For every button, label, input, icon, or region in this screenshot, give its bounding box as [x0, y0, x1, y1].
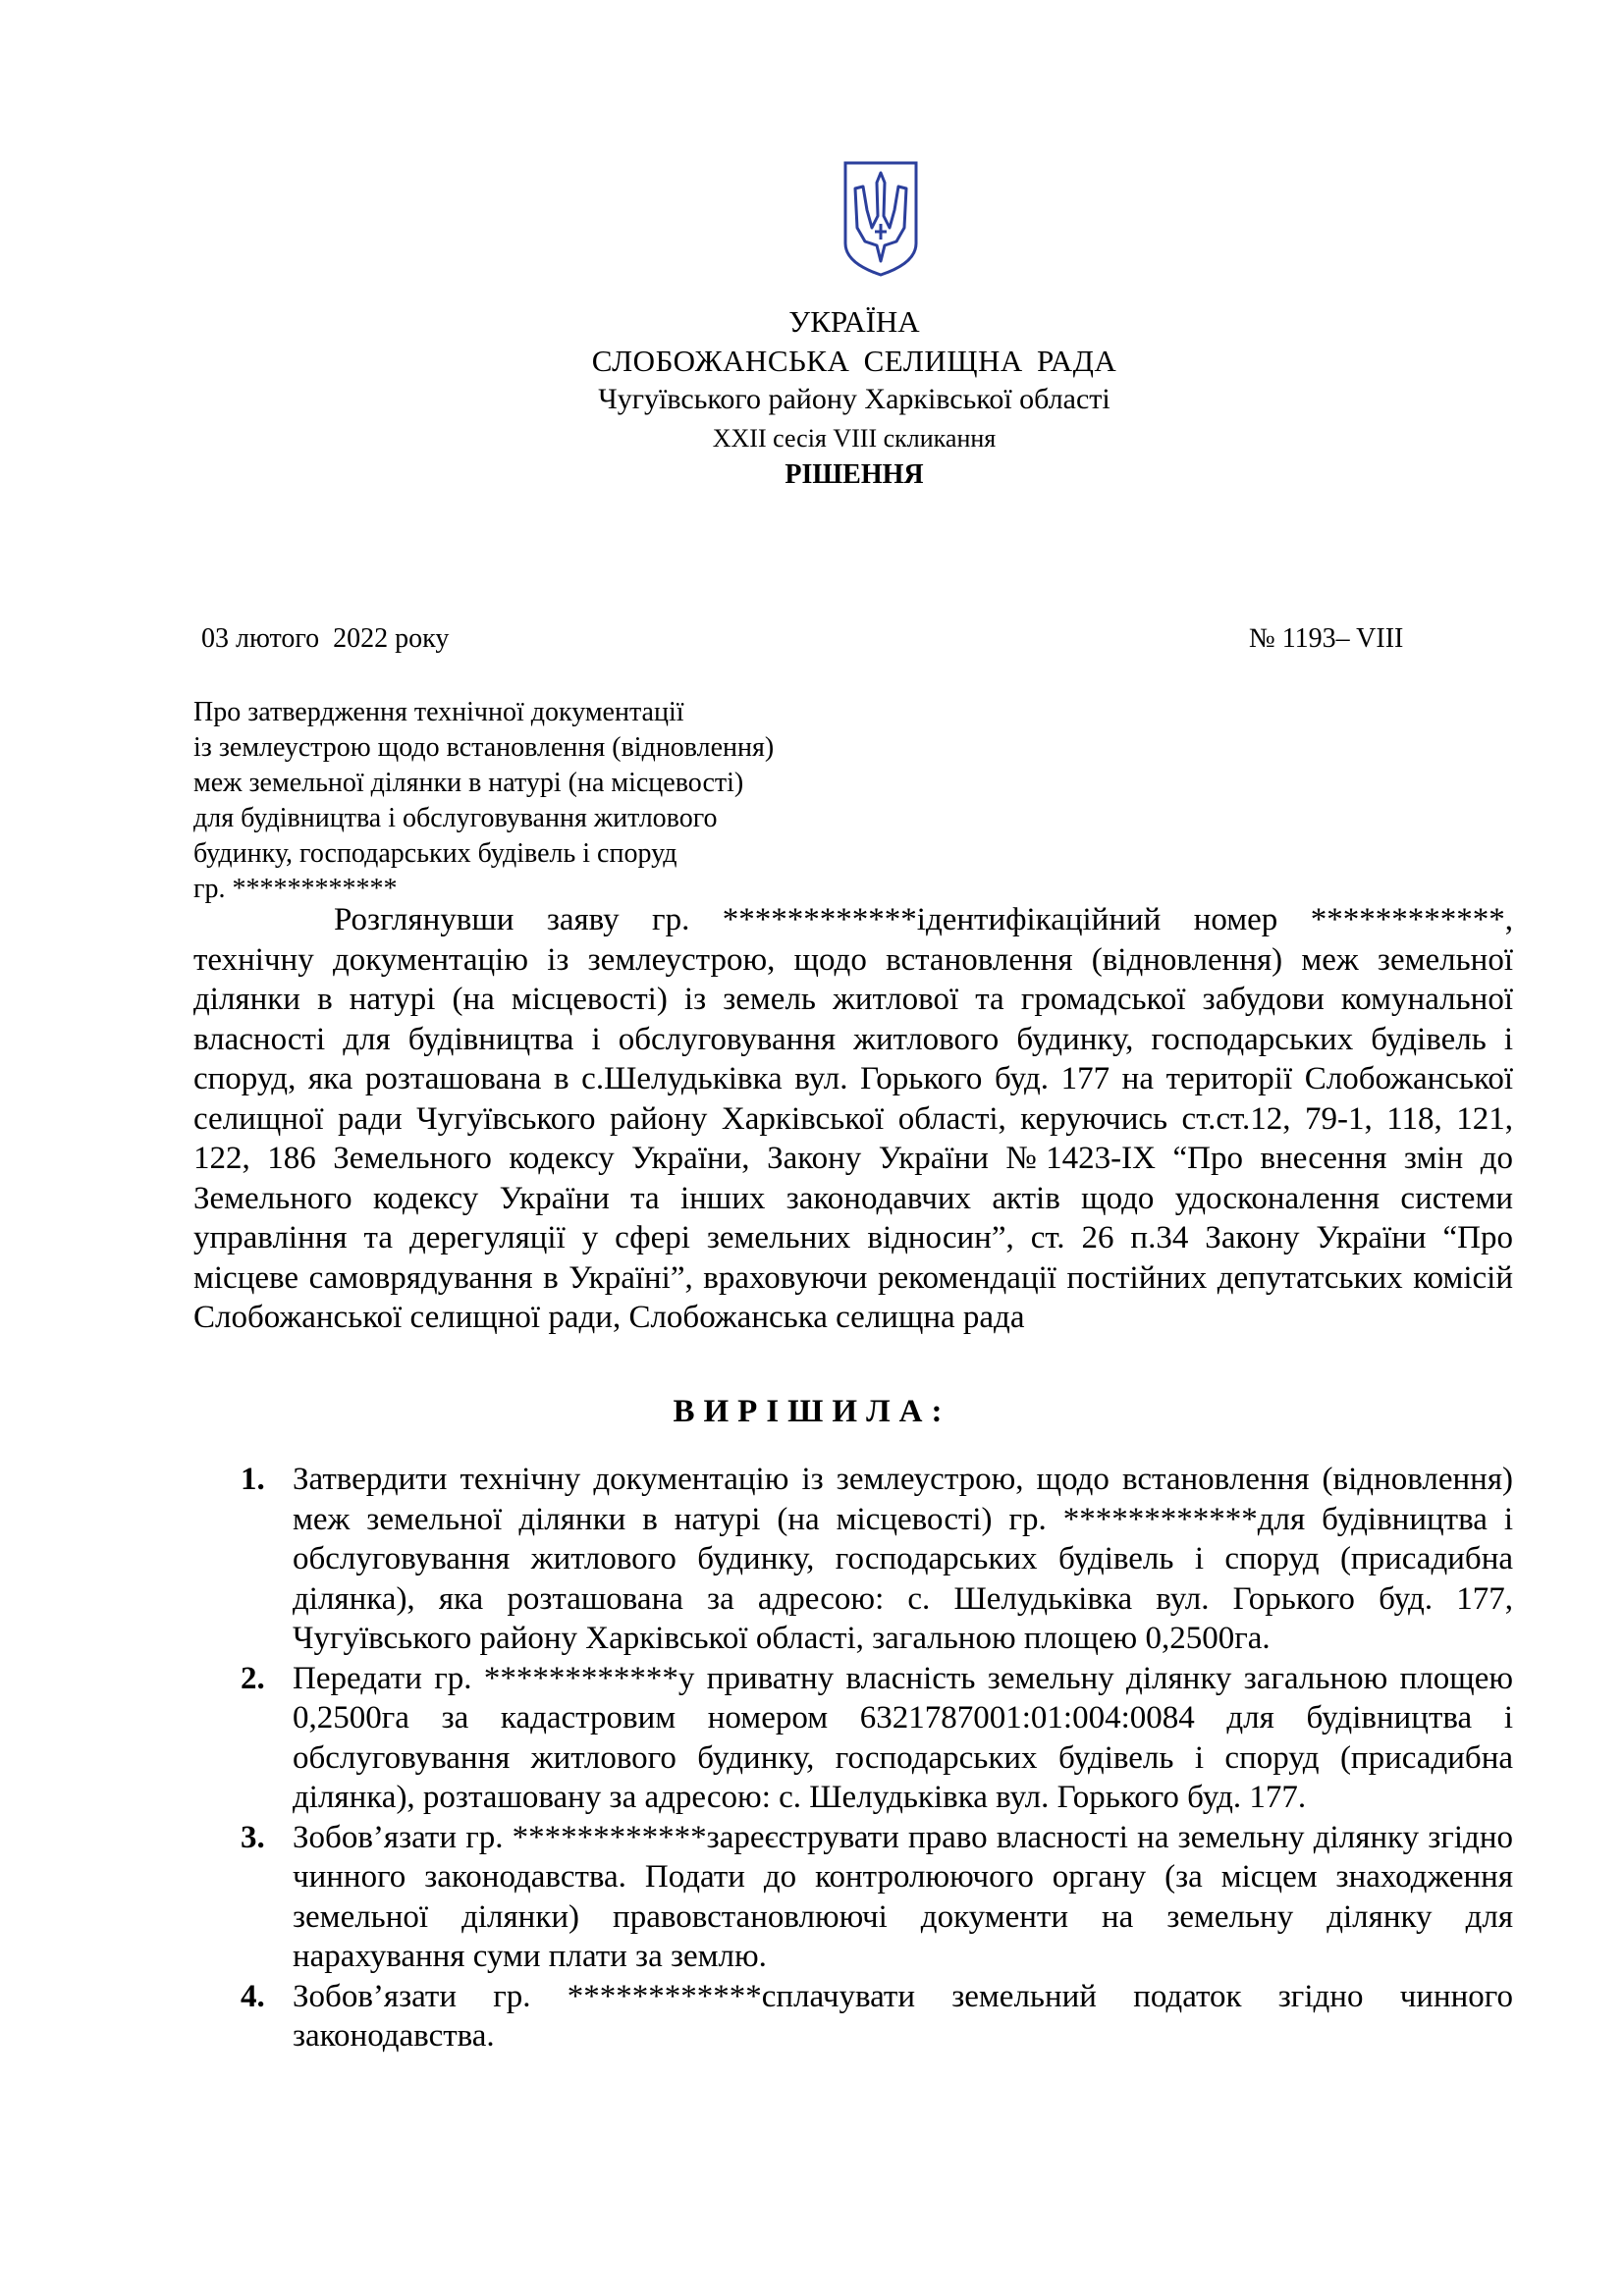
resolved-heading: ВИРІШИЛА: — [673, 1394, 951, 1429]
list-item — [241, 1977, 1513, 2056]
preamble-text: Розглянувши заяву гр. ************ідентифікаційний номер ************, технічну документацію із землеустрою, щодо встановлення (відновлення) меж земельної ділянки в натурі (на місцевості) із земель житлової та громадської забудови комунальної власності для будівництва і обслуговування житлового будинку, господарських будівель і споруд, яка розташована в с.Шелудьківка вул. Горького буд. 177 на території Слобожанської селищної ради Чугуївського району Харківської області, керуючись ст.ст.12, 79-1, 118, 121, 122, 186 Земельного кодексу України, Закону України №1423-IX “Про внесення змін до Земельного кодексу України та інших законодавчих актів щодо удосконалення системи управління та дерегуляції у сфері земельних відносин”, ст. 26 п.34 Закону України “Про місцеве самоврядування в Україні”, враховуючи рекомендації постійних депутатських комісій Слобожанської селищної ради, Слобожанська селищна рада — [193, 902, 1513, 1335]
item-number: 2. — [241, 1660, 265, 1696]
list-item — [241, 1659, 1513, 1818]
item-text: Зобов’язати гр. ************сплачувати земельний податок згідно чинного законодавства. — [293, 1978, 1513, 2054]
subject-line: для будівництва і обслуговування житлового — [193, 803, 718, 833]
subject-line: меж земельної ділянки в натурі (на місцевості) — [193, 768, 744, 798]
item-text: Зобов’язати гр. ************зареєструвати право власності на земельну ділянку згідно чинного законодавства. Подати до контролюючого органу (за місцем знаходження земельної ділянки) правовстановлюючі документи на земельну ділянку для нарахування суми плати за землю. — [293, 1819, 1513, 1974]
header-country: УКРАЇНА — [788, 304, 920, 339]
subject-line: будинку, господарських будівель і споруд — [193, 838, 677, 869]
item-number: 4. — [241, 1978, 265, 2014]
coat-of-arms-icon — [841, 159, 920, 279]
item-text: Затвердити технічну документацію із землеустрою, щодо встановлення (відновлення) меж земельної ділянки в натурі (на місцевості) гр. ************для будівництва і обслуговування житлового будинку, господарських будівель і споруд (присадибна ділянка), яка розташована за адресою: с. Шелудьківка вул. Горького буд. 177, Чугуївського району Харківської області, загальною площею 0,2500га. — [293, 1462, 1513, 1656]
subject-line: гр. ************ — [193, 874, 398, 904]
subject-block — [193, 695, 900, 907]
item-number: 3. — [241, 1819, 265, 1855]
header-district: Чугуївського району Харківської області — [598, 383, 1110, 415]
item-number: 1. — [241, 1462, 265, 1497]
decision-number: № 1193– VIII — [1249, 623, 1404, 654]
header-session: XXII сесія VIII скликання — [712, 424, 997, 453]
list-item — [241, 1460, 1513, 1659]
document-type-heading: РІШЕННЯ — [785, 459, 924, 490]
header-council: СЛОБОЖАНСЬКА СЕЛИЩНА РАДА — [591, 344, 1117, 378]
list-item — [241, 1818, 1513, 1977]
decision-date: 03 лютого 2022 року — [201, 623, 450, 654]
subject-line: із землеустрою щодо встановлення (відновлення) — [193, 732, 775, 763]
item-text: Передати гр. ************у приватну власність земельну ділянку загальною площею 0,2500га за кадастровим номером 6321787001:01:004:0084 для будівництва і обслуговування житлового будинку, господарських будівель і споруд (присадибна ділянка), розташовану за адресою: с. Шелудьківка вул. Горького буд. 177. — [293, 1660, 1513, 1815]
preamble-paragraph — [193, 900, 1513, 1338]
decision-items-list — [241, 1460, 1513, 2056]
subject-line: Про затвердження технічної документації — [193, 697, 684, 727]
